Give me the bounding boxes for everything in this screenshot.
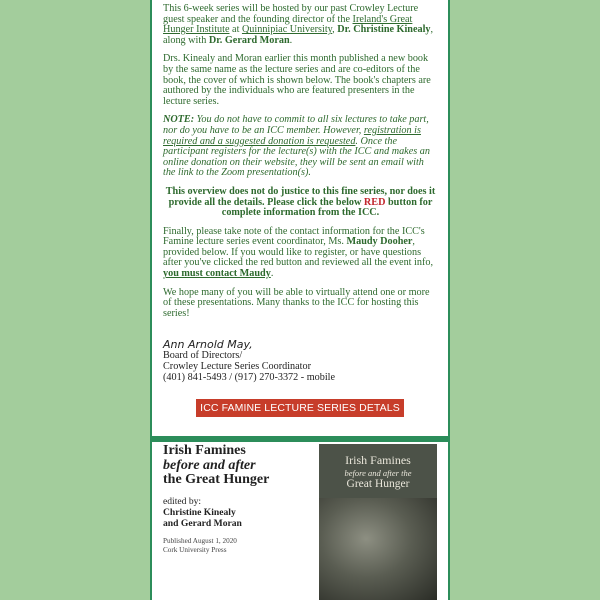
publication-info [163,537,237,555]
intro-text: at [229,24,242,36]
newsletter-card [150,0,450,600]
overview-text: This overview does not do justice to this fine series, nor does it provide all the details. Please click the below [165,185,436,208]
note-paragraph [163,115,438,179]
closing-paragraph: We hope many of you will be able to virtually attend one or more of these presentations. Many thanks to the ICC for hosting this series! [163,286,430,319]
editor-name: and Gerard Moran [163,518,242,529]
signature-role: Crowley Lecture Series Coordinator [163,361,311,373]
contact-text: Finally, please take note of the contact information for the ICC's Famine lecture series event coordinator, Ms. [163,225,425,248]
speaker-name: Dr. Gerard Moran [208,34,290,46]
intro-text: This 6-week series will be hosted by our past Crowley Lecture guest speaker and the founding director of the [163,3,419,25]
red-word: RED [363,196,386,208]
book-paragraph: Drs. Kinealy and Moran earlier this month published a new book by the same name as the lecture series and are co-editors of the book, the cover of which is shown below. The book's chapters are authored by the individuals who are featured presenters in the lecture series. [163,53,431,107]
article-body [152,0,448,436]
coordinator-name: Maudy Dooher [346,236,413,248]
speaker-name: Dr. Christine Kinealy [337,24,431,36]
editor-name: Christine Kinealy [163,507,236,518]
overview-paragraph [163,187,438,219]
note-text: You do not have to commit to all six lectures to take part, nor do you have to be an ICC member. However, [163,114,429,136]
signature-name: Ann Arnold May, [163,338,253,352]
book-title [163,444,269,488]
publisher: Cork University Press [163,546,227,554]
contact-text: . [270,268,274,280]
note-label: NOTE: [163,114,195,126]
signature-title: Board of Directors/ [163,350,243,362]
lecture-series-details-button[interactable]: ICC FAMINE LECTURE SERIES DETALS [196,399,404,417]
registration-link[interactable]: registration is required and a suggested donation is requested [163,124,421,147]
signature-phone: (401) 841-5493 / (917) 270-3372 - mobile [163,371,336,383]
book-section [152,442,448,600]
university-link[interactable]: Quinnipiac University [241,24,333,36]
cover-subtitle: before and after the [344,468,412,478]
book-editors [163,496,242,529]
contact-maudy-link[interactable]: you must contact Maudy [163,268,271,280]
cover-title: Irish Famines [345,453,411,467]
overview-text: button for complete information from the ICC. [221,196,433,219]
contact-paragraph [163,227,438,280]
cover-artwork [319,498,437,600]
book-title-line: the Great Hunger [163,472,270,487]
cover-title-line: Great Hunger [346,478,410,490]
intro-text: , along with [163,24,434,46]
institute-link[interactable]: Ireland's Great Hunger Institute [163,13,413,36]
signature-block [163,338,438,383]
contact-text: , provided below. If you would like to register, or have questions after you've clicked the red button and reviewed all the event info, [163,236,433,269]
book-title-line: Irish Famines [163,443,246,458]
intro-text: , [332,24,338,36]
intro-paragraph [163,4,438,46]
book-cover-image[interactable] [319,444,437,600]
book-title-line: before and after [163,457,256,473]
note-text: . Once the participant registers for the lecture(s) with the ICC and makes an online donation on their website, they will be sent an email with the link to the Zoom presentation(s). [163,135,430,179]
intro-text: . [289,34,293,46]
publish-date: Published August 1, 2020 [163,537,237,545]
edited-by-label: edited by: [163,496,202,507]
